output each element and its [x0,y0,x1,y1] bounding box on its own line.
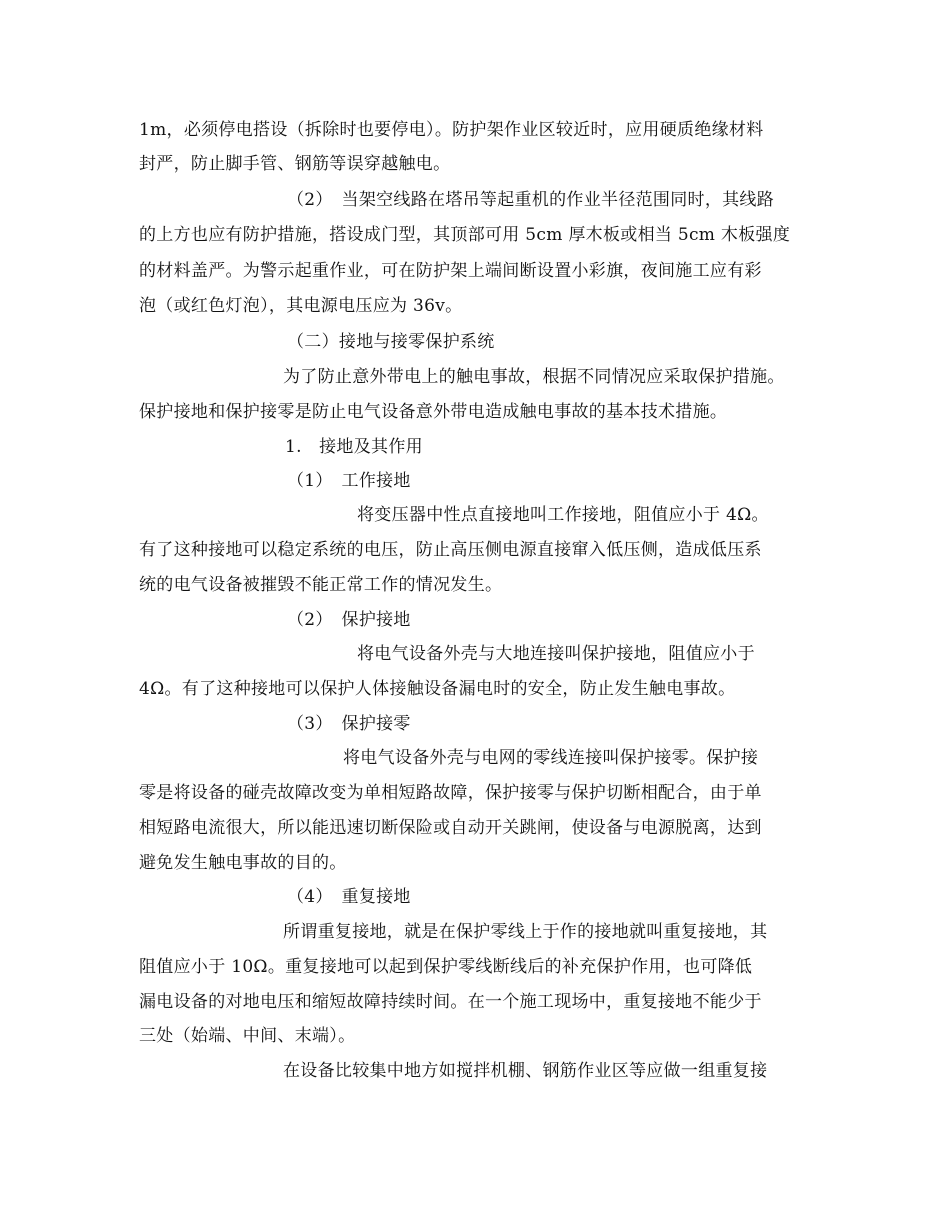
text-line: 保护接地和保护接零是防止电气设备意外带电造成触电事故的基本技术措施。 [139,402,728,422]
text-line: 将电气设备外壳与大地连接叫保护接地，阻值应小于 [357,644,755,664]
text-line: 统的电气设备被摧毁不能正常工作的情况发生。 [139,575,503,595]
subsection-heading: （3） 保护接零 [287,714,411,734]
text-line: 相短路电流很大，所以能迅速切断保险或自动开关跳闸，使设备与电源脱离，达到 [139,818,762,838]
section-heading: （二）接地与接零保护系统 [287,332,495,352]
text-line: 三处（始端、中间、末端）。 [139,1026,356,1046]
text-line: 封严，防止脚手管、钢筋等误穿越触电。 [139,154,451,174]
subsection-heading: （2） 保护接地 [287,610,411,630]
text-line: 所谓重复接地，就是在保护零线上于作的接地就叫重复接地，其 [283,922,768,942]
text-line: 泡（或红色灯泡），其电源电压应为 36v。 [139,296,463,316]
text-line: 的上方也应有防护措施，搭设成门型，其顶部可用 5cm 厚木板或相当 5cm 木板强度 [139,225,791,245]
section-heading: 1. 接地及其作用 [285,437,423,457]
text-line: 将电气设备外壳与电网的零线连接叫保护接零。保护接 [343,748,759,768]
text-line: 为了防止意外带电上的触电事故，根据不同情况应采取保护措施。 [283,367,785,387]
text-line: 零是将设备的碰壳故障改变为单相短路故障，保护接零与保护切断相配合，由于单 [139,783,762,803]
text-line: 1m，必须停电搭设（拆除时也要停电）。防护架作业区较近时，应用硬质绝缘材料 [139,120,764,140]
text-line: 避免发生触电事故的目的。 [139,853,347,873]
text-line: （2） 当架空线路在塔吊等起重机的作业半径范围同时，其线路 [287,190,775,210]
text-line: 在设备比较集中地方如搅拌机棚、钢筋作业区等应做一组重复接 [283,1061,768,1081]
text-line: 4Ω。有了这种接地可以保护人体接触设备漏电时的安全，防止发生触电事故。 [139,679,736,699]
text-line: 漏电设备的对地电压和缩短故障持续时间。在一个施工现场中，重复接地不能少于 [139,992,762,1012]
text-line: 阻值应小于 10Ω。重复接地可以起到保护零线断线后的补充保护作用，也可降低 [139,957,753,977]
text-line: 的材料盖严。为警示起重作业，可在防护架上端间断设置小彩旗，夜间施工应有彩 [139,261,762,281]
text-line: 将变压器中性点直接地叫工作接地，阻值应小于 4Ω。 [357,505,769,525]
subsection-heading: （1） 工作接地 [287,471,411,491]
subsection-heading: （4） 重复接地 [287,887,411,907]
text-line: 有了这种接地可以稳定系统的电压，防止高压侧电源直接窜入低压侧，造成低压系 [139,540,762,560]
